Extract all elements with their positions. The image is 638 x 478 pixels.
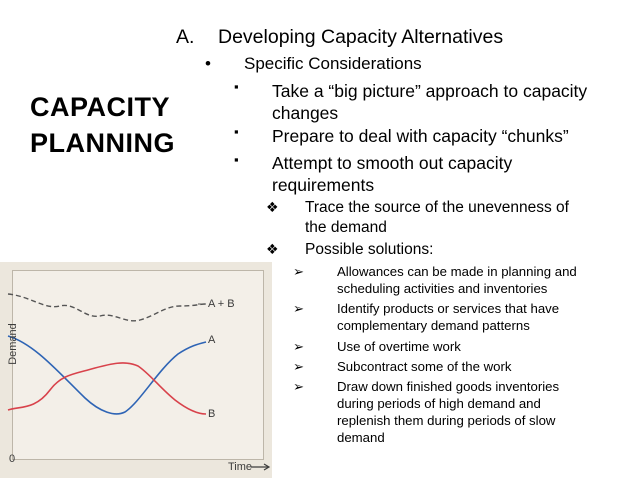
solution-5-line-2: during periods of high demand and: [337, 396, 541, 411]
origin-label: 0: [9, 453, 16, 465]
slide-title-line-2: PLANNING: [30, 128, 175, 158]
series-b-curve: [8, 363, 206, 414]
sum-curve: [8, 294, 206, 321]
y-axis-label: Demand: [7, 323, 19, 365]
subheading-marker: •: [205, 54, 211, 73]
point-1-marker: ▪: [234, 79, 239, 94]
subpoint-2-line-1: Possible solutions:: [305, 241, 434, 258]
series-b-label: B: [208, 408, 216, 420]
solution-5-marker: ➢: [293, 379, 305, 394]
point-3-line-1: Attempt to smooth out capacity: [272, 153, 513, 173]
heading-marker: A.: [176, 26, 195, 48]
point-1-line-1: Take a “big picture” approach to capacity: [272, 81, 588, 101]
heading: Developing Capacity Alternatives: [218, 26, 504, 48]
solution-5-line-4: demand: [337, 430, 385, 445]
solution-5-line-3: replenish them during periods of slow: [337, 413, 556, 428]
solution-5-line-1: Draw down finished goods inventories: [337, 379, 560, 394]
solution-1-line-2: scheduling activities and inventories: [337, 281, 548, 296]
point-1-line-2: changes: [272, 103, 339, 123]
point-3-marker: ▪: [234, 152, 239, 167]
sum-series-label: A + B: [208, 298, 235, 310]
point-2-marker: ▪: [234, 124, 239, 139]
solution-4-marker: ➢: [293, 359, 305, 374]
solution-3-marker: ➢: [293, 339, 305, 354]
point-2-line-1: Prepare to deal with capacity “chunks”: [272, 126, 569, 146]
demand-curves-graphic: [0, 262, 272, 478]
solution-1-marker: ➢: [293, 264, 305, 279]
subpoint-2-marker: ❖: [266, 241, 279, 257]
series-a-label: A: [208, 334, 216, 346]
solution-2-line-2: complementary demand patterns: [337, 318, 530, 333]
solution-2-line-1: Identify products or services that have: [337, 301, 560, 316]
subpoint-1-line-1: Trace the source of the unevenness of: [305, 199, 569, 216]
arrow-right-icon: [250, 462, 274, 472]
x-axis-label: Time: [228, 461, 253, 473]
solution-3-line-1: Use of overtime work: [337, 339, 461, 354]
slide-title-line-1: CAPACITY: [30, 92, 171, 122]
demand-curves-figure: [0, 262, 272, 478]
subpoint-1-line-2: the demand: [305, 219, 387, 236]
subheading: Specific Considerations: [244, 54, 422, 73]
subpoint-1-marker: ❖: [266, 199, 279, 215]
solution-1-line-1: Allowances can be made in planning and: [337, 264, 577, 279]
solution-2-marker: ➢: [293, 301, 305, 316]
point-3-line-2: requirements: [272, 175, 375, 195]
solution-4-line-1: Subcontract some of the work: [337, 359, 512, 374]
